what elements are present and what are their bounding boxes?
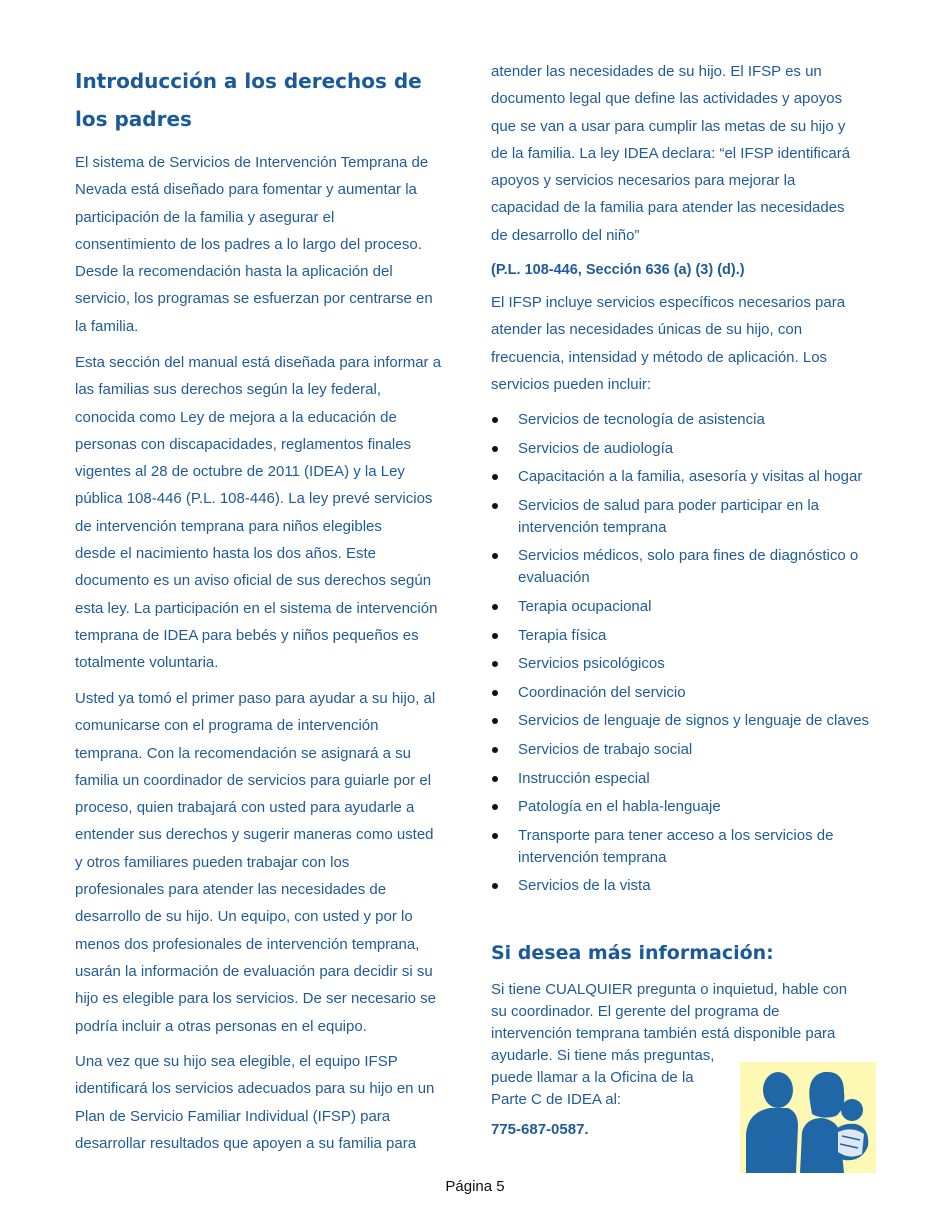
- text-line: ayudarle. Si tiene más preguntas,: [491, 1047, 715, 1064]
- text-line: vigentes al 28 de octubre de 2011 (IDEA) y la Ley: [75, 463, 405, 481]
- text-line: documento legal que define las actividades y apoyos: [491, 90, 843, 108]
- text-line: participación de la familia y asegurar el: [75, 208, 335, 226]
- service-item: Instrucción especial: [491, 768, 883, 790]
- text-line: proceso, quien trabajará con usted para ayudarle a: [75, 799, 415, 817]
- service-item: Terapia ocupacional: [491, 596, 883, 618]
- text-line: consentimiento de los padres a lo largo del proceso.: [75, 235, 422, 253]
- text-line: menos dos profesionales de intervención temprana,: [75, 935, 420, 953]
- text-line: podría incluir a otras personas en el equipo.: [75, 1017, 367, 1035]
- text-line: de la familia. La ley IDEA declara: “el IFSP identificará: [491, 144, 851, 162]
- text-line: temprana. Con la recomendación se asignará a su: [75, 744, 412, 762]
- first-step-paragraph: [75, 685, 436, 1040]
- text-line: El IFSP incluye servicios específicos necesarios para: [491, 294, 846, 311]
- services-list: [491, 409, 883, 904]
- text-line: atender las necesidades de su hijo. El IFSP es un: [491, 63, 822, 80]
- text-line: de desarrollo del niño”: [491, 226, 640, 244]
- text-line: identificará los servicios adecuados para su hijo en un: [75, 1080, 435, 1098]
- text-line: apoyos y servicios necesarios para mejorar la: [491, 172, 796, 190]
- text-line: Una vez que su hijo sea elegible, el equipo IFSP: [75, 1053, 398, 1070]
- text-line: esta ley. La participación en el sistema de intervención: [75, 599, 438, 617]
- text-line: capacidad de la familia para atender las necesidades: [491, 199, 845, 217]
- text-line: hijo es elegible para los servicios. De ser necesario se: [75, 990, 437, 1008]
- blanket-shape: [838, 1129, 864, 1156]
- more-info-paragraph: [491, 979, 883, 1045]
- more-info-paragraph-continued: [491, 1045, 741, 1111]
- text-line: Nevada está diseñado para fomentar y aumentar la: [75, 181, 417, 199]
- text-line: las familias sus derechos según la ley federal,: [75, 381, 381, 399]
- text-line: intervención temprana también está disponible para: [491, 1025, 836, 1042]
- intro-paragraph: [75, 149, 433, 340]
- law-citation: (P.L. 108-446, Sección 636 (a) (3) (d).): [491, 262, 745, 278]
- text-line: profesionales para atender las necesidades de: [75, 881, 387, 899]
- text-line: Esta sección del manual está diseñada para informar a: [75, 354, 442, 371]
- heading-line: Introducción a los derechos de: [75, 69, 422, 93]
- service-item: Capacitación a la familia, asesoría y visitas al hogar: [491, 466, 883, 488]
- text-line: y otros familiares pueden trabajar con los: [75, 853, 350, 871]
- service-item: Patología en el habla-lenguaje: [491, 796, 883, 818]
- text-line: desde el nacimiento hasta los dos años. Este: [75, 545, 377, 563]
- phone-number: 775-687-0587.: [491, 1121, 589, 1138]
- service-item: Servicios médicos, solo para fines de diagnóstico o evaluación: [491, 545, 883, 589]
- text-line: su coordinador. El gerente del programa de: [491, 1003, 780, 1020]
- page-footer: Página 5: [445, 1178, 505, 1195]
- service-item: Servicios de salud para poder participar en la intervención temprana: [491, 495, 883, 539]
- rights-paragraph: [75, 349, 441, 677]
- more-info-heading: Si desea más información:: [491, 942, 774, 964]
- text-line: servicios pueden incluir:: [491, 375, 652, 393]
- text-line: usarán la información de evaluación para decidir si su: [75, 962, 433, 980]
- text-line: personas con discapacidades, reglamentos finales: [75, 435, 412, 453]
- service-item: Transporte para tener acceso a los servicios de intervención temprana: [491, 825, 883, 869]
- service-item: Servicios de tecnología de asistencia: [491, 409, 883, 431]
- text-line: conocida como Ley de mejora a la educación de: [75, 408, 397, 426]
- service-item: Terapia física: [491, 625, 883, 647]
- text-line: documento es un aviso oficial de sus derechos según: [75, 572, 432, 590]
- service-item: Servicios de trabajo social: [491, 739, 883, 761]
- text-line: puede llamar a la Oficina de la: [491, 1069, 694, 1086]
- services-intro-paragraph: [491, 289, 845, 398]
- text-line: pública 108-446 (P.L. 108-446). La ley prevé servicios: [75, 490, 433, 508]
- service-item: Servicios psicológicos: [491, 653, 883, 675]
- text-line: entender sus derechos y sugerir maneras como usted: [75, 826, 434, 844]
- text-line: Plan de Servicio Familiar Individual (IFSP) para: [75, 1107, 391, 1125]
- ifsp-paragraph: [75, 1048, 434, 1157]
- ifsp-legal-paragraph: [491, 58, 850, 249]
- text-line: la familia.: [75, 317, 139, 335]
- text-line: Usted ya tomó el primer paso para ayudar a su hijo, al: [75, 690, 436, 707]
- service-item: Coordinación del servicio: [491, 682, 883, 704]
- text-line: atender las necesidades únicas de su hijo, con: [491, 321, 803, 339]
- text-line: Parte C de IDEA al:: [491, 1091, 622, 1108]
- text-line: de intervención temprana para niños elegibles: [75, 517, 382, 535]
- text-line: servicio, los programas se esfuerzan por centrarse en: [75, 290, 433, 308]
- text-line: comunicarse con el programa de intervención: [75, 717, 379, 735]
- text-line: que se van a usar para cumplir las metas de su hijo y: [491, 117, 846, 135]
- text-line: El sistema de Servicios de Intervención Temprana de: [75, 154, 429, 171]
- text-line: Desde la recomendación hasta la aplicación del: [75, 263, 393, 281]
- service-item: Servicios de lenguaje de signos y lenguaje de claves: [491, 710, 883, 732]
- text-line: desarrollar resultados que apoyen a su familia para: [75, 1134, 417, 1152]
- service-item: Servicios de la vista: [491, 875, 883, 897]
- text-line: frecuencia, intensidad y método de aplicación. Los: [491, 348, 828, 366]
- section-heading: [75, 62, 455, 138]
- text-line: totalmente voluntaria.: [75, 654, 219, 672]
- service-item: Servicios de audiología: [491, 438, 883, 460]
- family-illustration: [740, 1062, 876, 1173]
- heading-line: los padres: [75, 107, 192, 131]
- text-line: desarrollo de su hijo. Un equipo, con usted y por lo: [75, 908, 413, 926]
- text-line: Si tiene CUALQUIER pregunta o inquietud, hable con: [491, 981, 848, 998]
- text-line: familia un coordinador de servicios para guiarle por el: [75, 771, 432, 789]
- text-line: temprana de IDEA para bebés y niños pequeños es: [75, 626, 419, 644]
